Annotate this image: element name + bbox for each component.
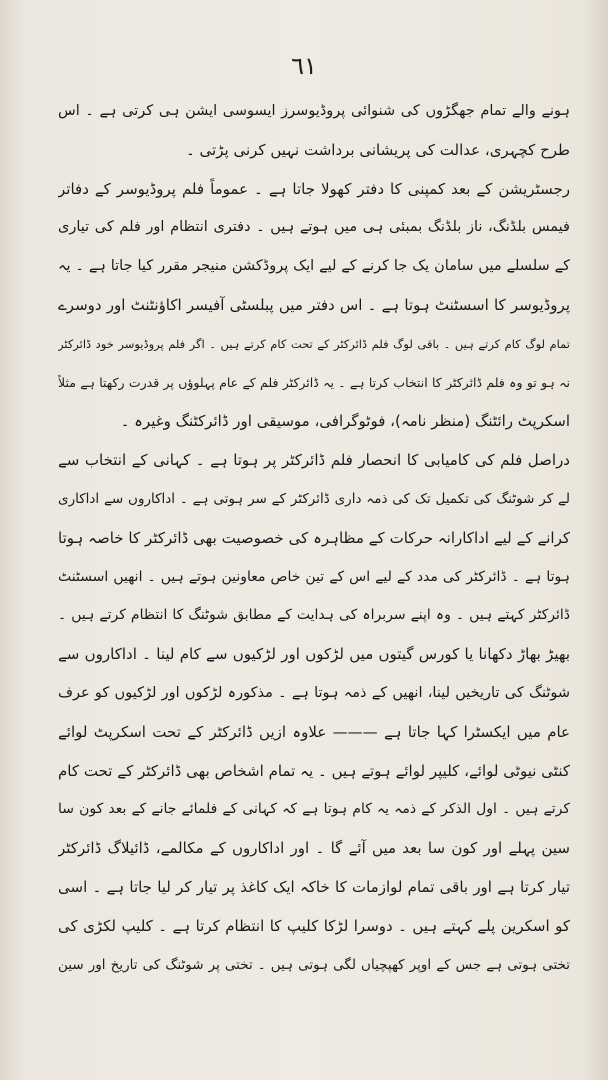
text-line: پروڈیوسر کا اسسٹنٹ ہوتا ہے ۔ اس دفتر میں پبلسٹی آفیسر اکاؤنٹنٹ اور دوسرے — [58, 295, 570, 314]
text-line: لے کر شوٹنگ کی تکمیل تک کی ذمہ داری ڈائرکٹر کے سر ہوتی ہے ۔ اداکاروں سے اداکاری — [58, 490, 570, 507]
text-line: ہونے والے تمام جھگڑوں کی شنوائی پروڈیوسرز ایسوسی ایشن ہی کرتی ہے ۔ اس — [58, 103, 570, 119]
text-line: اسکرپٹ رائٹنگ (منظر نامہ)، فوٹوگرافی، موسیقی اور ڈائرکٹنگ وغیرہ ۔ — [120, 412, 570, 431]
text-line: ڈائرکٹر کہتے ہیں ۔ وہ اپنے سربراہ کی ہدایت کے مطابق شوٹنگ کا انتظام کرتے ہیں ۔ — [58, 607, 570, 624]
text-line: بھیڑ بھاڑ دکھانا یا کورس گیتوں میں لڑکوں اور لڑکیوں سے کام لینا ۔ اداکاروں سے — [58, 645, 570, 664]
text-line: کرتے ہیں ۔ اول الذکر کے ذمہ یہ کام ہوتا ہے کہ کہانی کے فلمائے جانے کے بعد کون سا — [58, 801, 570, 818]
page-number: ٦١ — [291, 52, 317, 80]
text-line: عام میں ایکسٹرا کہا جاتا ہے ——— علاوہ ازیں ڈائرکٹر کے تحت اسکرپٹ لوائے — [58, 722, 570, 741]
text-line: کے سلسلے میں سامان یک جا کرنے کے لیے ایک پروڈکشن منیجر مقرر کیا جاتا ہے ۔ یہ — [58, 258, 570, 275]
text-line: کو اسکرین پلے کہتے ہیں ۔ دوسرا لڑکا کلیپ کا انتظام کرتا ہے ۔ کلیپ لکڑی کی — [58, 916, 570, 935]
text-line: طرح کچہری، عدالت کی پریشانی برداشت نہیں کرنی پڑتی ۔ — [186, 140, 570, 159]
text-line: فیمس بلڈنگ، ناز بلڈنگ بمبئی ہی میں ہوتے ہیں ۔ دفتری انتظام اور فلم کی تیاری — [58, 219, 570, 236]
text-line: رجسٹریشن کے بعد کمپنی کا دفتر کھولا جاتا ہے ۔ عموماً فلم پروڈیوسر کے دفاتر — [58, 179, 570, 198]
text-line: تمام لوگ کام کرتے ہیں ۔ باقی لوگ فلم ڈائرکٹر کے تحت کام کرتے ہیں ۔ اگر فلم پروڈیوسر خود ڈائرکٹر — [58, 336, 570, 351]
text-line: کنٹی نیوٹی لوائے، کلیپر لوائے ہوتے ہیں ۔ یہ تمام اشخاص بھی ڈائرکٹر کے تحت کام — [58, 761, 570, 780]
text-line: سین پہلے اور کون سا بعد میں آئے گا ۔ اور اداکاروں کے مکالمے، ڈائیلاگ ڈائرکٹر — [58, 839, 570, 858]
text-line: ہوتا ہے ۔ ڈائرکٹر کی مدد کے لیے اس کے تین خاص معاونین ہوتے ہیں ۔ انھیں اسسٹنٹ — [58, 568, 570, 585]
text-line: شوٹنگ کی تاریخیں لینا، انھیں کے ذمہ ہوتا ہے ۔ مذکورہ لڑکوں اور لڑکیوں کو عرف — [58, 684, 570, 701]
body-text — [58, 92, 570, 984]
text-line: تختی ہوتی ہے جس کے اوپر کھپچیاں لگی ہوتی ہیں ۔ تختی پر شوٹنگ کی تاریخ اور سین — [58, 956, 570, 973]
text-line: تیار کرتا ہے اور باقی تمام لوازمات کا خاکہ ایک کاغذ پر تیار کر لیا جاتا ہے ۔ اسی — [58, 877, 570, 896]
text-line: نہ ہو تو وہ فلم ڈائرکٹر کا انتخاب کرتا ہے ۔ یہ ڈائرکٹر فلم کے عام پہلوؤں پر قدرت رکھتا ہے مثلاً — [58, 374, 570, 390]
text-line: دراصل فلم کی کامیابی کا انحصار فلم ڈائرکٹر پر ہوتا ہے ۔ کہانی کے انتخاب سے — [58, 451, 570, 470]
text-line: کرانے کے لیے اداکارانہ حرکات کے مظاہرہ کی خصوصیت بھی ڈائرکٹر کا خاصہ ہوتا — [58, 528, 570, 547]
